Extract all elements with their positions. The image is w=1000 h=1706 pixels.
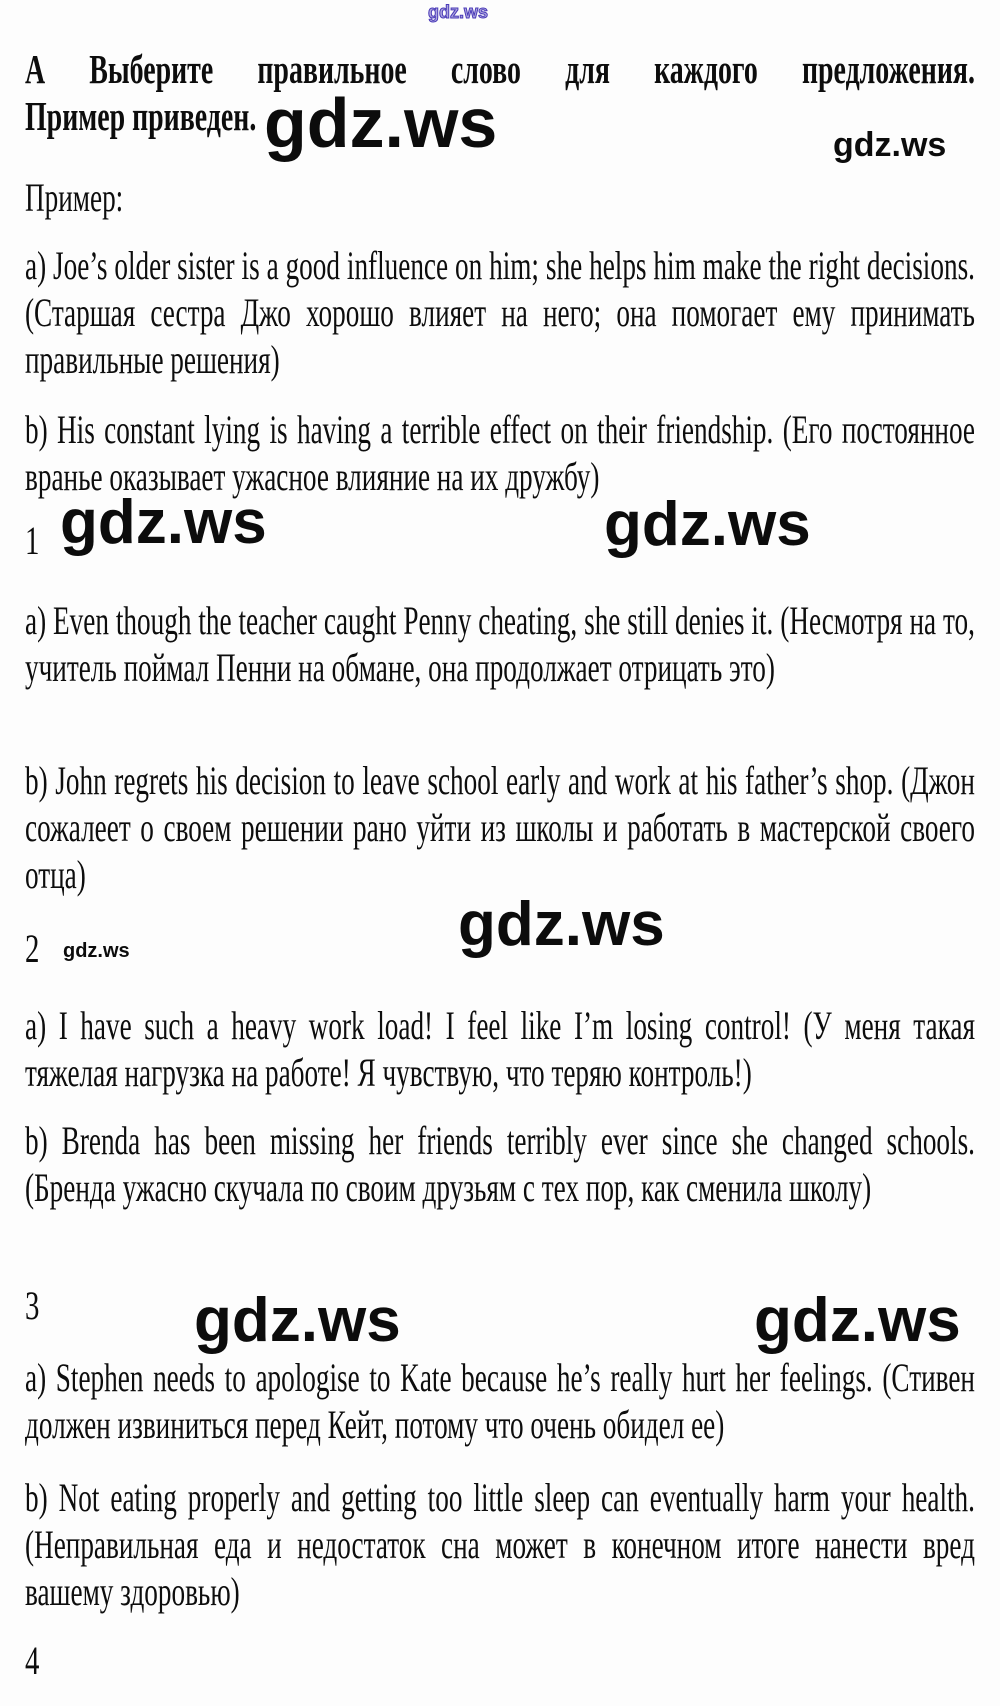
question-3-number: 3 xyxy=(25,1283,40,1328)
watermark-top: gdz.ws xyxy=(428,2,489,22)
example-label: Пример: xyxy=(25,175,124,220)
question-2-item-b: b) Brenda has been missing her friends terribly ever since she changed schools. (Бренда ужасно скучала по своим друзьям с тех пор, как сменила школу) xyxy=(25,1118,975,1210)
watermark-heading-large: gdz.ws xyxy=(264,84,498,162)
watermark-q1-right: gdz.ws xyxy=(604,490,811,559)
watermark-q1-left: gdz.ws xyxy=(60,488,267,557)
question-1-number: 1 xyxy=(25,518,40,563)
question-2-item-a: a) I have such a heavy work load! I feel like I’m losing control! (У меня такая тяжелая нагрузка на работе! Я чувствую, что теряю контроль!) xyxy=(25,1003,975,1095)
example-item-a: a) Joe’s older sister is a good influence on him; she helps him make the right decisions. (Старшая сестра Джо хорошо влияет на него; она помогает ему принимать правильные решения) xyxy=(25,243,975,382)
watermark-q2-small: gdz.ws xyxy=(63,940,130,962)
question-1-item-b: b) John regrets his decision to leave school early and work at his father’s shop. (Джон сожалеет о своем решении рано уйти из школы и работать в мастерской своего отца) xyxy=(25,758,975,897)
task-heading-line1: А Выберите правильное слово для каждого предложения. xyxy=(25,46,975,92)
watermark-heading-right: gdz.ws xyxy=(833,126,947,164)
task-heading-line2: Пример приведен. xyxy=(25,93,257,139)
question-2-number: 2 xyxy=(25,926,40,971)
watermark-q3-left: gdz.ws xyxy=(194,1286,401,1355)
question-3-item-a: a) Stephen needs to apologise to Kate because he’s really hurt her feelings. (Стивен должен извиниться перед Кейт, потому что очень обидел ее) xyxy=(25,1355,975,1447)
watermark-q2-center: gdz.ws xyxy=(458,890,665,959)
example-item-b: b) His constant lying is having a terrible effect on their friendship. (Его постоянное вранье оказывает ужасное влияние на их дружбу) xyxy=(25,407,975,499)
question-3-item-b: b) Not eating properly and getting too little sleep can eventually harm your health. (Неправильная еда и недостаток сна может в конечном итоге нанести вред вашему здоровью) xyxy=(25,1475,975,1614)
watermark-q3-right: gdz.ws xyxy=(754,1286,961,1355)
page-number: 4 xyxy=(25,1638,40,1683)
question-1-item-a: a) Even though the teacher caught Penny cheating, she still denies it. (Несмотря на то, учитель поймал Пенни на обмане, она продолжает отрицать это) xyxy=(25,598,975,690)
